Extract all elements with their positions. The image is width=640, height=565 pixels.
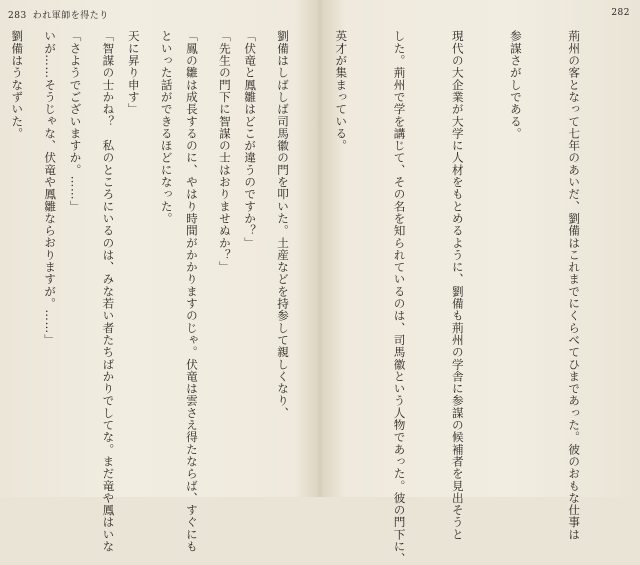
running-head: われ軍師を得たり	[32, 11, 109, 21]
text-line: 「伏竜と鳳雛はどこが違うのですか？」	[243, 30, 258, 249]
text-line: 「さようでございますか。……」	[68, 30, 83, 213]
text-line: 「智謀の士かね？ 私のところにいるのは、みな若い者たちばかりでしてな。まだ竜や鳳はいな	[101, 30, 116, 553]
text-line: 「鳳の雛は成長するのに、やはり時間がかかりますのじゃ。伏竜は雲さえ得たならば、すぐにも	[184, 30, 199, 553]
left-page-number: 283	[8, 11, 27, 21]
right-page-number: 282	[611, 8, 630, 18]
text-line: 荊州の客となって七年のあいだ、劉備はこれまでにくらべてひまであった。彼のおもな仕事は	[567, 30, 582, 541]
text-line: といった話ができるほどになった。	[159, 30, 174, 225]
text-line: いが……そうじゃな、伏竜や鳳雛ならおりますが。……」	[43, 30, 58, 346]
text-line: 天に昇り申す」	[126, 30, 141, 116]
text-line	[0, 30, 1, 500]
text-line: した。荊州で学を講じて、その名を知られているのは、司馬徽という人物であった。彼の門下に、	[392, 30, 407, 565]
text-line: 現代の大企業が大学に人材をもとめるように、劉備も荊州の学舎に参謀の候補者を見出そうと	[450, 30, 465, 541]
text-line: 英才が集まっている。	[334, 30, 349, 152]
text-line: 「先生の門下に智謀の士はおりませぬか？」	[217, 30, 232, 273]
text-line: 劉備はしばしば司馬徽の門を叩いた。土産などを持参して親しくなり、	[276, 30, 291, 419]
left-page-header	[8, 8, 109, 21]
right-page-text	[0, 30, 622, 565]
text-line: 劉備はうなずいた。	[10, 30, 25, 140]
text-line: 参謀さがしである。	[508, 30, 523, 140]
